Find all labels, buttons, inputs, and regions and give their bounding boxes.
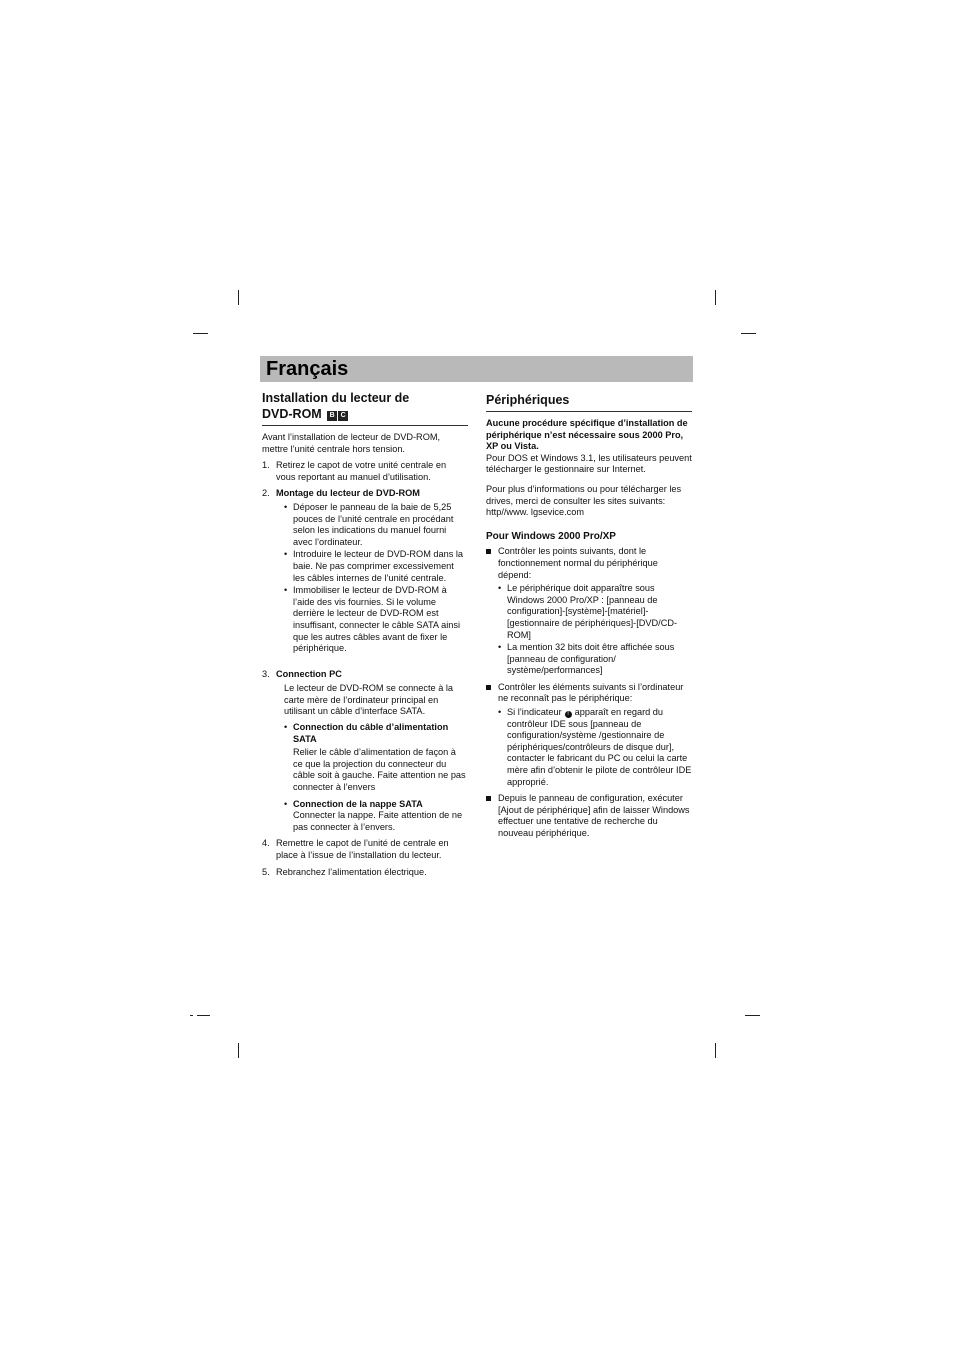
bullet-dot: • [498,583,502,594]
bullet-item [284,799,468,834]
bullet-text: Introduire le lecteur de DVD-ROM dans la baie. Ne pas comprimer excessivement les câbles internes de l’unité centrale. [293,549,464,583]
crop-mark [238,1043,239,1058]
bullet-dot: • [284,549,288,560]
check-list [486,546,692,839]
bullet-item [498,583,692,641]
bullet-text: Relier le câble d’alimentation de façon à ce que la projection du connecteur du câble soit à gauche. Faite attention ne pas connecter à l’envers [293,747,466,793]
crop-mark [745,1015,760,1016]
bullet-text: Déposer le panneau de la baie de 5,25 pouces de l’unité centrale en procédant selon les indications du manuel fourni avec l’ordinateur. [293,501,454,547]
bullet-item [284,585,468,655]
drive-type-c-badge: C [338,411,348,421]
bullet-dot: • [284,722,288,733]
square-bullet-icon [486,549,491,554]
left-column [262,390,468,883]
bullet-title: Connection du câble d’alimentation SATA [293,722,449,744]
bullet-dot: • [284,798,288,809]
step-item [262,838,468,861]
bullet-dot: • [498,642,502,653]
bullet-item [498,707,692,788]
step-bullets [276,502,468,655]
bullet-text: Immobiliser le lecteur de DVD-ROM à l’aide des vis fournies. Si le volume derrière le lecteur de DVD-ROM est insuffisant, connecter le câble SATA ainsi que les autres câbles avant de fixer le périphérique. [293,585,460,654]
heading-line-1: Installation du lecteur de [262,391,410,405]
step-item [262,867,468,879]
installation-steps [262,460,468,878]
bullet-text-post: apparaît en regard du contrôleur IDE sous [panneau de configuration/système /gestionnaire de périphériques/contrôleurs de disque dur], contacter le fabricant du PC ou celui la carte mère afin d’obtenir le pilote de contrôleur IDE approprié. [507,707,692,787]
step-number: 5. [262,866,270,877]
check-text: Contrôler les points suivants, dont le fonctionnement normal du périphérique dépend: [498,546,658,580]
step-text: Retirez le capot de votre unité centrale en vous reportant au manuel d’utilisation. [276,460,447,482]
crop-mark [190,1015,193,1016]
language-header-bar [260,356,693,382]
step-text: Remettre le capot de l’unité de centrale en place à l’issue de l’installation du lecteur. [276,838,449,860]
bullet-item [498,642,692,677]
bold-intro: Aucune procédure spécifique d’installation de périphérique n’est nécessaire sous 2000 Pro, XP ou Vista. [486,418,688,452]
bullet-dot: • [284,501,288,512]
page-title: Français [266,358,349,380]
drive-type-b-badge: B [327,411,337,421]
step-title: Connection PC [276,668,342,679]
right-column [486,390,692,845]
step-text: Rebranchez l’alimentation électrique. [276,866,427,877]
section-heading-installation [262,390,468,426]
crop-mark [197,1015,210,1016]
section-heading-peripheriques: Périphériques [486,390,692,412]
intro-paragraph: Avant l’installation de lecteur de DVD-ROM, mettre l’unité centrale hors tension. [262,432,441,454]
dos-paragraph: Pour DOS et Windows 3.1, les utilisateurs peuvent télécharger le gestionnaire sur Internet. [486,452,692,475]
step-number: 4. [262,838,270,849]
bullet-item [284,549,468,584]
check-item [486,546,692,677]
step-item [262,669,468,834]
bullet-text: Le périphérique doit apparaître sous Windows 2000 Pro/XP : [panneau de configuration]-[système]-[matériel]-[gestionnaire de périphériques]-[DVD/CD-ROM] [507,583,678,640]
info-paragraph: Pour plus d’informations ou pour télécharger les drives, merci de consulter les sites suivants: http//www. lgsevice.com [486,483,682,518]
check-sub-bullets [498,707,692,788]
step-number: 3. [262,668,270,679]
crop-mark [741,333,756,334]
square-bullet-icon [486,685,491,690]
step-number: 1. [262,460,270,471]
bullet-text: Connecter la nappe. Faite attention de ne pas connecter à l’envers. [293,810,463,832]
bullet-title: Connection de la nappe SATA [293,798,423,809]
step-item [262,460,468,483]
crop-mark [193,333,208,334]
square-bullet-icon [486,796,491,801]
step-bullets [276,722,468,833]
crop-mark [715,1043,716,1058]
check-item [486,682,692,788]
sub-heading-windows: Pour Windows 2000 Pro/XP [486,530,616,542]
bullet-text: La mention 32 bits doit être affichée sous [panneau de configuration/ système/performances] [507,642,675,676]
bullet-dot: • [284,585,288,596]
bullet-dot: • [498,707,502,718]
heading-line-2: DVD-ROM [262,407,322,421]
step-title: Montage du lecteur de DVD-ROM [276,488,420,499]
step-number: 2. [262,488,270,499]
check-item [486,793,692,839]
crop-mark [715,290,716,305]
step-item [262,488,468,654]
warning-indicator-icon: ! [565,711,572,718]
check-sub-bullets [498,583,692,677]
check-text: Contrôler les éléments suivants si l’ordinateur ne reconnaît pas le périphérique: [498,681,684,704]
bullet-text-pre: Si l’indicateur [507,707,562,718]
crop-mark [238,290,239,305]
check-text: Depuis le panneau de configuration, exécuter [Ajout de périphérique] afin de laisser Windows effectuer une tentative de recherche du nouveau périphérique. [498,793,690,838]
bullet-item [284,502,468,548]
step-text: Le lecteur de DVD-ROM se connecte à la carte mère de l’ordinateur principal en utilisant un câble d’interface SATA. [284,683,454,717]
bullet-item [284,722,468,794]
